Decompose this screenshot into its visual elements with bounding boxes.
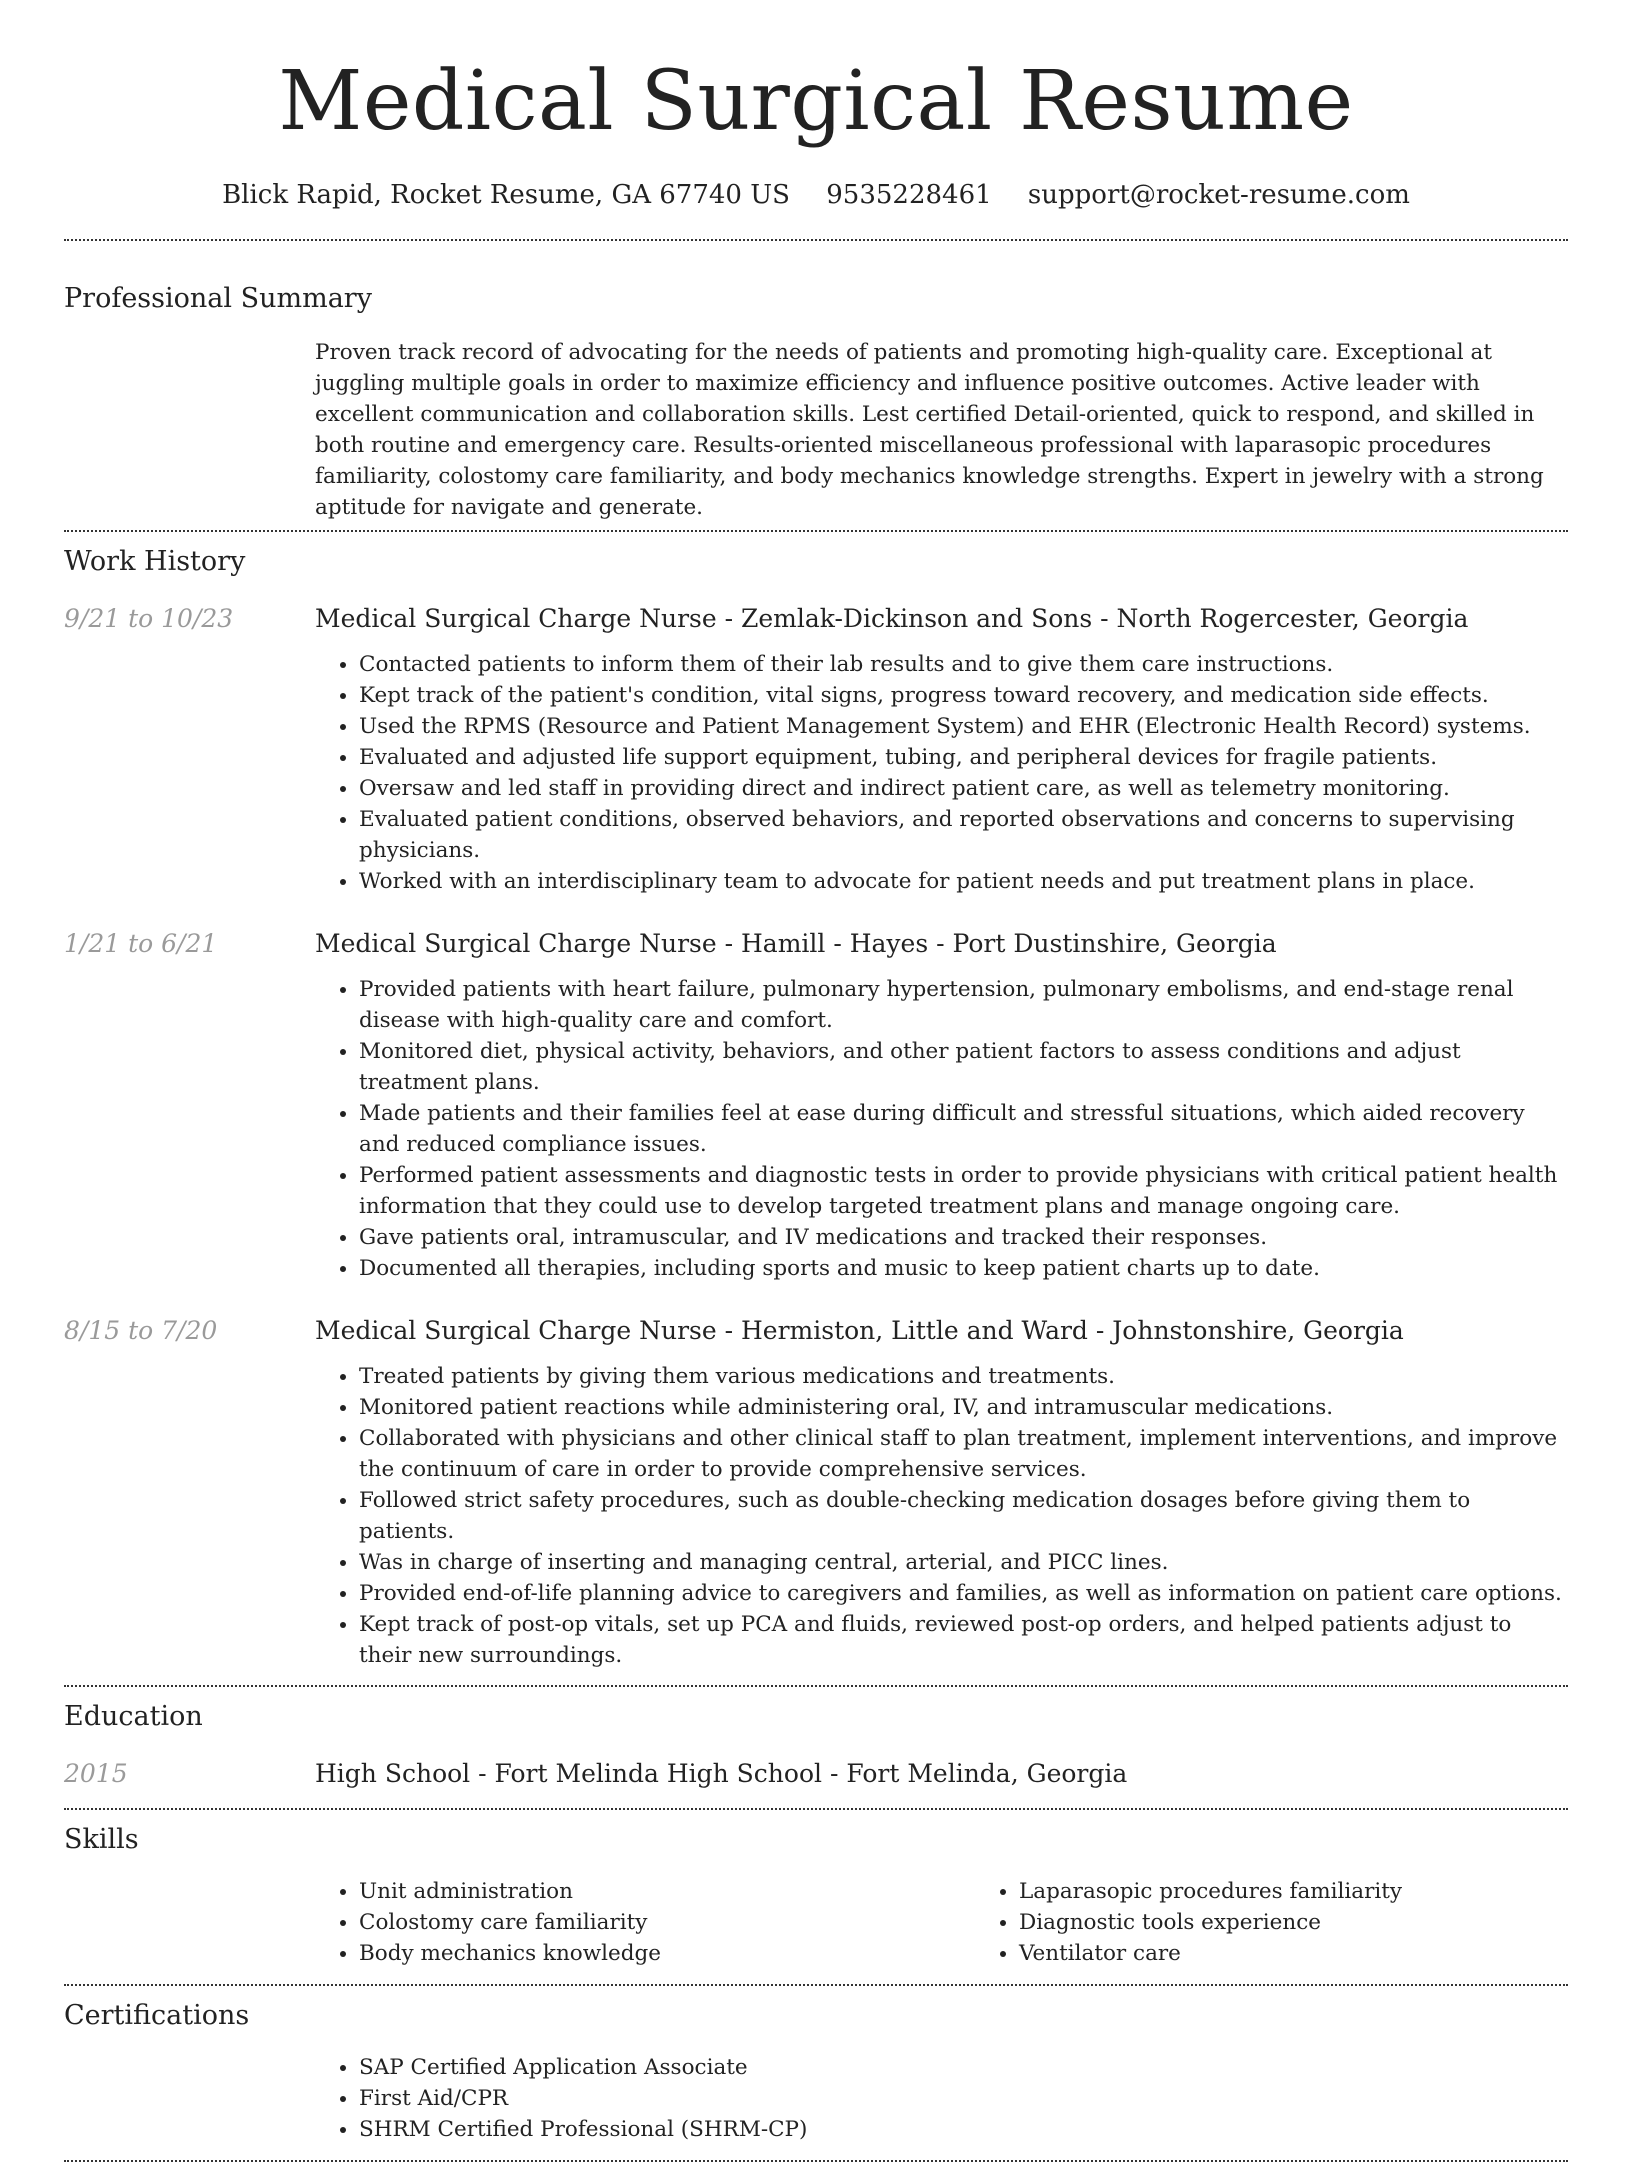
contact-line [64,178,1568,212]
job-bullet: • Evaluated patient conditions, observed behaviors, and reported observations and concerns to supervising physicians. [359,804,1568,866]
resume-title: Medical Surgical Resume [278,54,1354,149]
job-bullet: • Contacted patients to inform them of their lab results and to give them care instructions. [359,649,1568,680]
certification-item: • SAP Certified Application Associate [359,2052,1568,2083]
job-bullets [315,1361,1568,1671]
certification-item: • SHRM Certified Professional (SHRM-CP) [359,2114,1568,2145]
section-title-education: Education [64,1701,203,1732]
skills-list-right [975,1876,1632,1969]
job-bullet: • Was in charge of inserting and managing central, arterial, and PICC lines. [359,1547,1568,1578]
education-body [315,1757,1568,1791]
skills-section [64,1822,1568,1969]
job-bullet: • Treated patients by giving them various medications and treatments. [359,1361,1568,1392]
job-bullet: • Performed patient assessments and diagnostic tests in order to provide physicians with critical patient health information that they could use to develop targeted treatment plans and manage ongoing care. [359,1160,1568,1222]
job-bullet: • Oversaw and led staff in providing direct and indirect patient care, as well as telemetry monitoring. [359,773,1568,804]
divider [64,1808,1568,1810]
skills-grid [315,1876,1632,1969]
job-bullet: • Followed strict safety procedures, such as double-checking medication dosages before giving them to patients. [359,1485,1568,1547]
skills-left-spacer [64,1876,315,1969]
section-title-certifications: Certifications [64,2000,250,2031]
job-bullet: • Collaborated with physicians and other clinical staff to plan treatment, implement interventions, and improve the continuum of care in order to provide comprehensive services. [359,1423,1568,1485]
skill-item: • Laparasopic procedures familiarity [1019,1876,1632,1907]
contact-phone: 9535228461 [826,180,992,210]
divider [64,530,1568,532]
job-dates: 1/21 to 6/21 [64,929,218,958]
certifications-section [64,1998,1568,2145]
section-title-summary: Professional Summary [64,283,372,314]
summary-text: Proven track record of advocating for the needs of patients and promoting high-quality care. Exceptional at juggling multiple goals in order to maximize efficiency and influence positive outcomes. Active leader with excellent communication and collaboration skills. Lest certified Detail-oriented, quick to respond, and skilled in both routine and emergency care. Results-oriented miscellaneous professional with laparasopic procedures familiarity, colostomy care familiarity, and body mechanics knowledge strengths. Expert in jewelry with a strong aptitude for navigate and generate. [315,340,1544,520]
job-bullets [315,649,1568,897]
section-title-skills: Skills [64,1824,139,1855]
job-heading: Medical Surgical Charge Nurse - Hamill - Hayes - Port Dustinshire, Georgia [315,929,1277,958]
education-entry [64,1757,1568,1791]
job-bullet: • Documented all therapies, including sports and music to keep patient charts up to date. [359,1253,1568,1284]
job-heading: Medical Surgical Charge Nurse - Zemlak-Dickinson and Sons - North Rogercester, Georgia [315,604,1469,633]
job-dates: 8/15 to 7/20 [64,1316,218,1345]
section-title-work: Work History [64,546,246,577]
job-bullet: • Made patients and their families feel at ease during difficult and stressful situations, which aided recovery and reduced compliance issues. [359,1098,1568,1160]
divider [64,1685,1568,1687]
work-section [64,544,1568,1671]
certification-item: • First Aid/CPR [359,2083,1568,2114]
divider [64,1984,1568,1986]
skill-item: • Colostomy care familiarity [359,1907,975,1938]
skill-item: • Ventilator care [1019,1938,1632,1969]
job-bullet: • Monitored diet, physical activity, behaviors, and other patient factors to assess conditions and adjust treatment plans. [359,1036,1568,1098]
job-bullet: • Kept track of post-op vitals, set up PCA and fluids, reviewed post-op orders, and helped patients adjust to their new surroundings. [359,1609,1568,1671]
job-bullet: • Used the RPMS (Resource and Patient Management System) and EHR (Electronic Health Record) systems. [359,711,1568,742]
job-entry [64,927,1568,1284]
summary-left-spacer [64,337,315,523]
job-entry [64,602,1568,897]
job-bullet: • Evaluated and adjusted life support equipment, tubing, and peripheral devices for fragile patients. [359,742,1568,773]
summary-body [315,337,1568,523]
certifications-body [315,2052,1568,2145]
job-bullets [315,974,1568,1284]
education-heading: High School - Fort Melinda High School - Fort Melinda, Georgia [315,1759,1128,1788]
certifications-row [64,2052,1568,2145]
job-body [315,1314,1568,1671]
job-entry [64,1314,1568,1671]
job-bullet: • Provided patients with heart failure, pulmonary hypertension, pulmonary embolisms, and end-stage renal disease with high-quality care and comfort. [359,974,1568,1036]
job-body [315,602,1568,897]
job-body [315,927,1568,1284]
certifications-list [315,2052,1568,2145]
skill-item: • Unit administration [359,1876,975,1907]
job-heading: Medical Surgical Charge Nurse - Hermiston, Little and Ward - Johnstonshire, Georgia [315,1316,1404,1345]
job-dates: 9/21 to 10/23 [64,604,234,633]
education-year: 2015 [64,1759,128,1788]
education-section [64,1699,1568,1791]
contact-address: Blick Rapid, Rocket Resume, GA 67740 US [222,180,790,210]
divider [64,239,1568,241]
skills-row [64,1876,1568,1969]
summary-row [64,337,1568,523]
job-bullet: • Worked with an interdisciplinary team to advocate for patient needs and put treatment plans in place. [359,866,1568,897]
summary-section [64,281,1568,523]
job-bullet: • Gave patients oral, intramuscular, and IV medications and tracked their responses. [359,1222,1568,1253]
contact-email: support@rocket-resume.com [1027,180,1410,210]
job-bullet: • Monitored patient reactions while administering oral, IV, and intramuscular medications. [359,1392,1568,1423]
skill-item: • Diagnostic tools experience [1019,1907,1632,1938]
certifications-left-spacer [64,2052,315,2145]
job-bullet: • Provided end-of-life planning advice to caregivers and families, as well as information on patient care options. [359,1578,1568,1609]
job-bullet: • Kept track of the patient's condition, vital signs, progress toward recovery, and medication side effects. [359,680,1568,711]
skills-list-left [315,1876,975,1969]
skill-item: • Body mechanics knowledge [359,1938,975,1969]
